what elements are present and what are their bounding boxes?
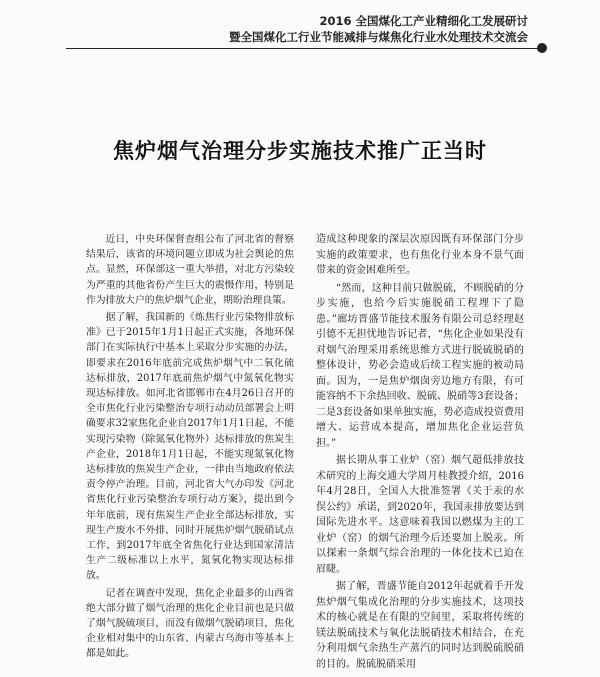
paragraph: 据了解，晋盛节能自2012年起就着手开发焦炉烟气集成化治理的分步实施技术，这项技术的核心就是在有限的空间里，采取将传统的镁法脱硫技术与氧化法脱硝技术相结合，在充分利用烟气余热生产蒸汽的同时达到脱硫脱硝的目的。脱硫脱硝采用 <box>316 581 524 670</box>
header-line-1: 2016 全国煤化工产业精细化工发展研讨 <box>319 14 528 28</box>
paragraph: 记者在调查中发现，焦化企业最多的山西省绝大部分做了烟气治理的焦化企业目前也是只做了烟气脱硫项目，而没有做烟气脱硝项目，焦化企业相对集中的山东省、内蒙古乌海市等基本上都是如此。 <box>86 587 294 660</box>
article-title: 焦炉烟气治理分步实施技术推广正当时 <box>113 139 487 163</box>
header-dot-ornament <box>537 43 547 53</box>
article-column-left <box>86 232 294 662</box>
paragraph: 近日，中央环保督查组公布了河北省的督察结果后，该省的环境问题立即成为社会舆论的焦点。显然，环保部这一重大举措，对北方污染较为严重的其他省份产生巨大的震慑作用，特别是作为排放大户的焦炉烟气企业，期盼治理良策。 <box>86 234 294 306</box>
paragraph: 造成这种现象的深层次原因既有环保部门分步实施的政策要求，也有焦化行业本身不景气面带来的资金困难所至。 <box>316 234 524 276</box>
article-column-right <box>316 232 524 672</box>
paragraph: 据长期从事工业炉（窑）烟气超低排放技术研究的上海交通大学周月桂教授介绍，2016年4月28日，全国人大批准签署《关于汞的水俣公约》承诺，到2020年，我国汞排放要达到国际先进水平。这意味着我国以燃煤为主的工业炉（窑）的烟气治理今后还要加上脱汞。所以探索一条烟气综合治理的一体化技术已迫在眉睫。 <box>316 455 524 575</box>
page-header <box>229 13 528 45</box>
header-line-2: 暨全国煤化工行业节能减排与煤焦化行业水处理技术交流会 <box>229 30 528 44</box>
header-rule <box>66 48 540 49</box>
paragraph: “然而，这种目前只做脱硫，不顾脱硝的分步实施，也给今后实施脱硝工程埋下了隐患。”廊坊晋盛节能技术服务有限公司总经理赵引德不无担忧地告诉记者，“焦化企业如果没有对烟气治理采用系统思维方式进行脱硫脱硝的整体设计，势必会造成后续工程实施的被动局面。因为，一是焦炉烟囱旁边地方有限，有可能容纳不下余热回收、脱硫、脱硝等3套设备；二是3套设备如果单独实施，势必造成投资费用增大、运营成本提高，增加焦化企业运营负担。” <box>316 282 524 449</box>
paragraph: 据了解，我国新的《炼焦行业污染物排放标准》已于2015年1月1日起正式实施，各地环保部门在实际执行中基本上采取分步实施的办法，即要求在2016年底前完成焦炉烟气中二氧化硫达标排放，2017年底前焦炉烟气中氮氧化物实现达标排放。如河北省邯郸市在4月26日召开的全市焦化行业污染整治专项行动动员部署会上明确要求32家焦化企业自2017年1月1日起，不能实现污染物（除氮氧化物外）达标排放的焦炭生产企业，2018年1月1日起，不能实现氮氧化物达标排放的焦炭生产企业，一律由当地政府依法责令停产治理。目前，河北省大气办印发《河北省焦化行业污染整治专项行动方案》，提出到今年年底前，现有焦炭生产企业全部达标排放，实现生产废水不外排，同时开展焦炉烟气脱硝试点工作，到2017年底全省焦化行业达到国家清洁生产二级标准以上水平，氮氧化物实现达标排放。 <box>86 312 294 582</box>
